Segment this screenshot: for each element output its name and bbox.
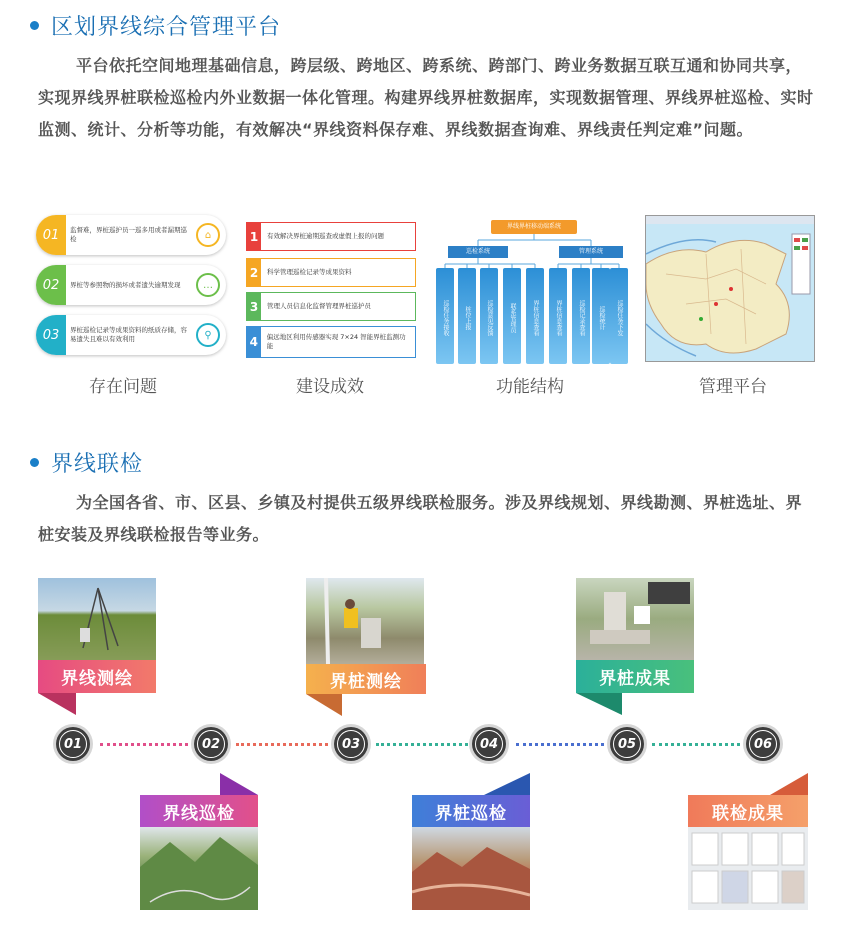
structure-leaf: 巡检任务接收 [436, 268, 454, 364]
structure-leaf: 联系管理员 [503, 268, 521, 364]
node-number: 04 [475, 730, 503, 758]
timeline-connector [100, 743, 188, 749]
mountain-image [140, 827, 258, 910]
problem-item [36, 215, 226, 255]
result-text: 偏远地区利用传感器实现 7×24 智能界桩监测功能 [266, 333, 406, 350]
node-number: 02 [197, 730, 225, 758]
node-number: 01 [59, 730, 87, 758]
bullet-dot [30, 21, 39, 30]
problem-text: 界桩巡检记录等成果资料的纸质存储，容易遗失且难以有效利用 [70, 326, 187, 343]
timeline-node [194, 727, 228, 761]
result-item [246, 222, 416, 251]
timeline-node [610, 727, 644, 761]
ribbon-tail [576, 693, 622, 715]
section-header-joint-inspection [30, 447, 143, 478]
step-ribbon: 联检成果 [688, 795, 808, 827]
platform-map-screenshot [645, 215, 815, 362]
joint-inspection-description: 为全国各省、市、区县、乡镇及村提供五级界线联检服务。涉及界线规划、界线勘测、界桩选址、界桩安装及界线联检报告等业务。 [38, 493, 803, 544]
ribbon-tail [220, 773, 258, 795]
structure-leaf: 巡检任务下发 [610, 268, 628, 364]
marker-result-image [576, 578, 694, 660]
timeline-node [472, 727, 506, 761]
structure-caption: 功能结构 [496, 377, 564, 397]
ribbon-tail [306, 694, 342, 716]
home-icon: ⌂ [196, 223, 220, 247]
marker-image [306, 578, 424, 664]
result-text: 科学管理巡检记录等成果资料 [267, 268, 352, 276]
bullet-dot [30, 458, 39, 467]
photo-boundary-survey [38, 578, 156, 660]
structure-connectors [433, 210, 629, 270]
chat-icon: … [196, 273, 220, 297]
result-text: 管理人员信息化监督管理界桩巡护员 [267, 302, 371, 310]
photo-marker-result [576, 578, 694, 660]
problem-text: 监督难，界桩巡护员一巡多用或者漏期巡检 [70, 226, 187, 243]
result-text: 有效解决界桩逾期巡查或虚假上报的问题 [267, 232, 384, 240]
step-ribbon: 界桩巡检 [412, 795, 530, 827]
timeline-node [746, 727, 780, 761]
results-panel [246, 210, 416, 360]
structure-leaf: 巡检记录查看 [572, 268, 590, 364]
result-number: 4 [247, 327, 261, 357]
structure-panel [433, 210, 629, 360]
result-item [246, 258, 416, 287]
step-ribbon: 界桩测绘 [306, 664, 426, 694]
step-ribbon: 界线巡检 [140, 795, 258, 827]
photo-marker-survey [306, 578, 424, 664]
result-number: 2 [247, 259, 261, 286]
problem-number: 02 [36, 265, 66, 305]
structure-leaf: 界桩信息查看 [526, 268, 544, 364]
timeline-connector [516, 743, 604, 749]
timeline-connector [652, 743, 740, 749]
node-number: 06 [749, 730, 777, 758]
map-image [646, 224, 814, 361]
problem-text: 界桩等参照物的损坏或者遗失逾期发现 [70, 280, 181, 289]
structure-root: 界线界桩移动端系统 [491, 220, 577, 234]
node-number: 05 [613, 730, 641, 758]
result-item [246, 326, 416, 358]
platform-description: 平台依托空间地理基础信息，跨层级、跨地区、跨系统、跨部门、跨业务数据互联互通和协同共享，实现界线界桩联检巡检内外业数据一体化管理。构建界线界桩数据库，实现数据管理、界线界桩巡检、实时监测、统计、分析等功能，有效解决“界线资料保存难、界线数据查询难、界线责任判定难”问题。 [38, 56, 814, 139]
problem-item [36, 315, 226, 355]
search-icon: ⚲ [196, 323, 220, 347]
timeline-node [334, 727, 368, 761]
structure-branch: 巡检系统 [448, 246, 508, 258]
results-caption: 建设成效 [296, 377, 364, 397]
problem-number: 03 [36, 315, 66, 355]
problems-caption: 存在问题 [89, 377, 157, 397]
photo-boundary-inspection [140, 827, 258, 910]
platform-caption: 管理平台 [699, 377, 767, 397]
timeline-connector [376, 743, 468, 749]
documents-image [688, 827, 808, 910]
result-number: 1 [247, 223, 261, 250]
section-header-platform [30, 10, 281, 41]
problem-item [36, 265, 226, 305]
photo-joint-inspection-result [688, 827, 808, 910]
ribbon-tail [484, 773, 530, 795]
ribbon-tail [770, 773, 808, 795]
problems-panel [36, 210, 231, 360]
tripod-image [38, 578, 156, 660]
result-item [246, 292, 416, 321]
step-ribbon: 界桩成果 [576, 660, 694, 693]
node-number: 03 [337, 730, 365, 758]
structure-leaf: 桩位上报 [458, 268, 476, 364]
result-number: 3 [247, 293, 261, 320]
structure-branch: 管理系统 [559, 246, 623, 258]
timeline-connector [236, 743, 328, 749]
photo-marker-inspection [412, 827, 530, 910]
step-ribbon: 界线测绘 [38, 660, 156, 693]
structure-leaf: 巡检意见反馈 [480, 268, 498, 364]
ribbon-tail [38, 693, 76, 715]
section-title: 界线联检 [51, 452, 144, 477]
timeline-node [56, 727, 90, 761]
landscape-image [412, 827, 530, 910]
structure-leaf: 界桩信息查看 [549, 268, 567, 364]
problem-number: 01 [36, 215, 66, 255]
section-title: 区划界线综合管理平台 [51, 15, 282, 40]
structure-leaf: 巡检统计 [592, 268, 610, 364]
